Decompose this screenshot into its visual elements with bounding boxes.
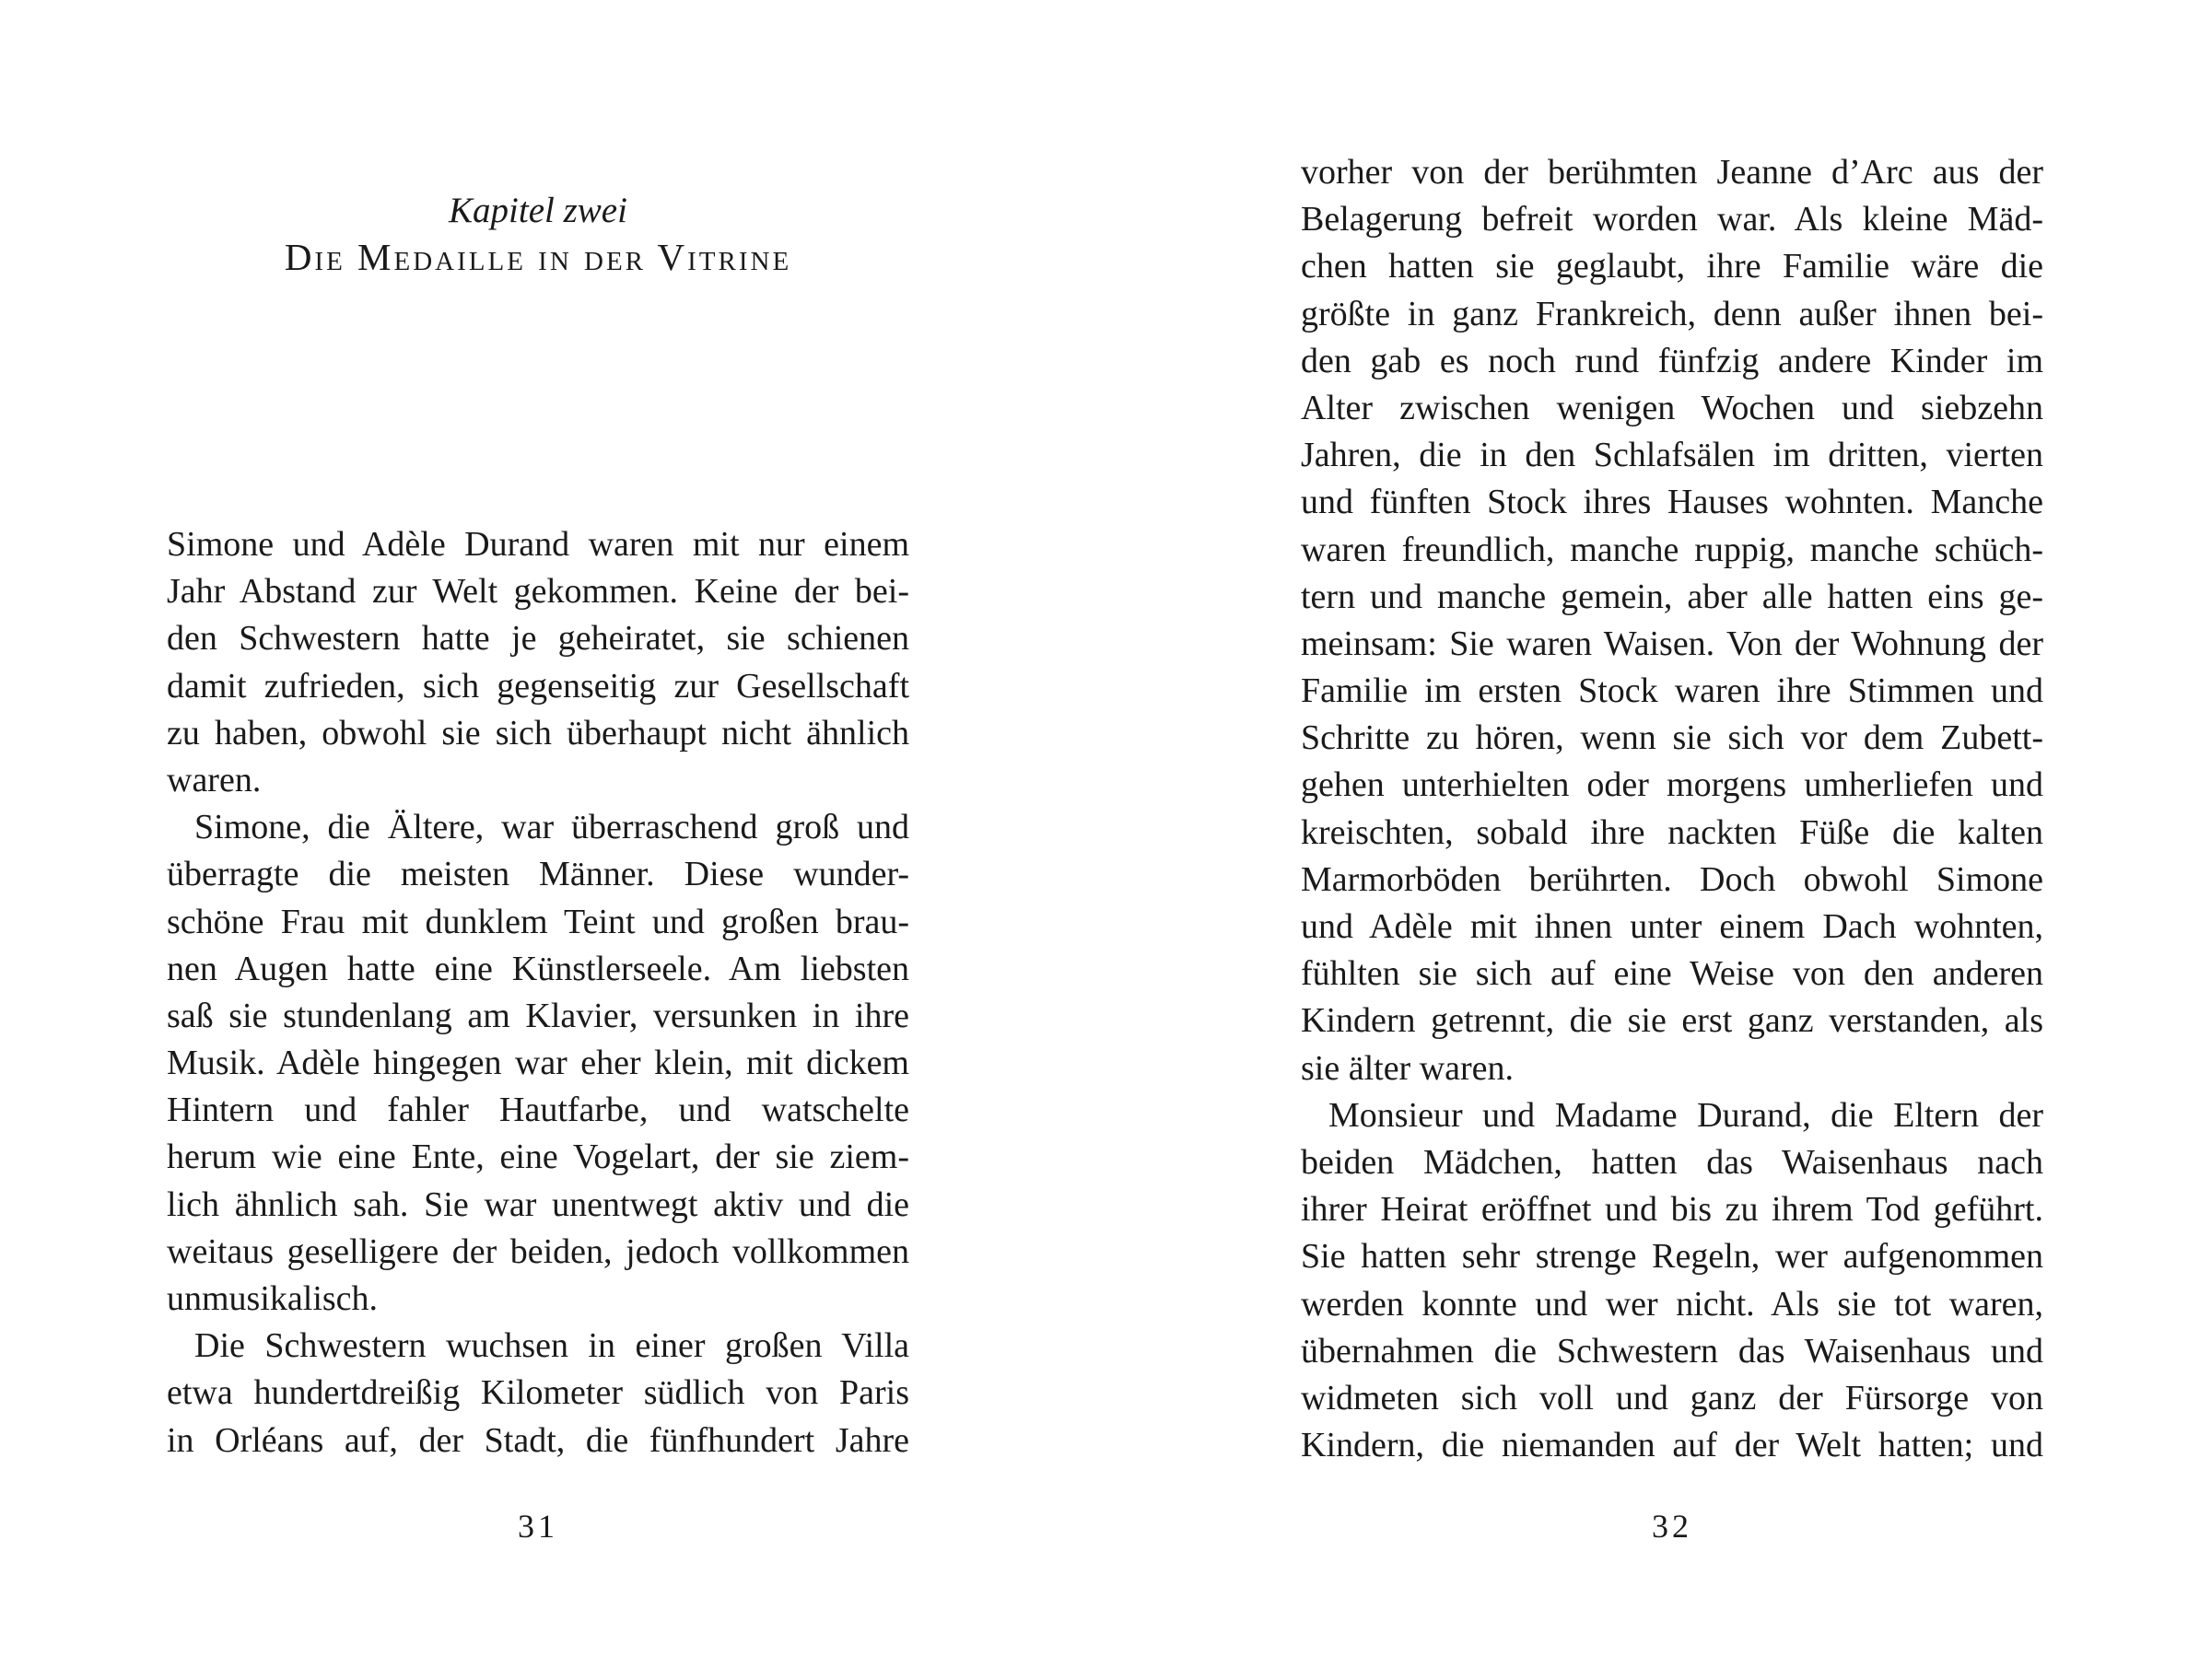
text-line: beiden Mädchen, hatten das Waisenhaus nach [1301,1142,2043,1182]
text-line: Schritte zu hören, wenn sie sich vor dem Zubett- [1301,718,2043,758]
text-line: waren freundlich, manche ruppig, manche schüch- [1301,530,2043,569]
text-line: damit zufrieden, sich gegenseitig zur Gesellschaft [167,666,909,706]
text-line: Kindern getrennt, die sie erst ganz verstanden, als [1301,1001,2043,1041]
text-line: Jahr Abstand zur Welt gekommen. Keine der bei- [167,572,909,612]
text-line: größte in ganz Frankreich, denn außer ihnen bei- [1301,294,2043,333]
chapter-heading [167,189,909,281]
text-line: chen hatten sie geglaubt, ihre Familie wäre die [1301,247,2043,286]
chapter-title: Die Medaille in der Vitrine [284,236,792,278]
text-line: tern und manche gemein, aber alle hatten eins ge- [1301,577,2043,616]
text-line: den gab es noch rund fünfzig andere Kinder im [1301,341,2043,380]
text-line: Sie hatten sehr strenge Regeln, wer aufgenommen [1301,1237,2043,1277]
text-line: herum wie eine Ente, eine Vogelart, der sie ziem- [167,1138,909,1177]
text-line: werden konnte und wer nicht. Als sie tot waren, [1301,1284,2043,1324]
text-line: fühlten sie sich auf eine Weise von den anderen [1301,954,2043,994]
text-line: weitaus geselligere der beiden, jedoch vollkommen [167,1231,909,1271]
text-line: Hintern und fahler Hautfarbe, und watschelte [167,1091,909,1130]
text-line: Kindern, die niemanden auf der Welt hatten; und [1301,1426,2043,1465]
text-line: gehen unterhielten oder morgens umherliefen und [1301,765,2043,805]
text-line: nen Augen hatte eine Künstlerseele. Am liebsten [167,949,909,988]
text-line: Simone, die Ältere, war überraschend groß und [194,808,909,847]
text-line: Simone und Adèle Durand waren mit nur einem [167,525,909,564]
left-page-body [167,521,909,1464]
text-line: ihrer Heirat eröffnet und bis zu ihrem Tod geführt. [1301,1190,2043,1230]
page-number-left: 31 [518,1508,558,1545]
text-line: Familie im ersten Stock waren ihre Stimmen und [1301,671,2043,711]
text-line: meinsam: Sie waren Waisen. Von der Wohnung der [1301,624,2043,663]
text-line: waren. [167,760,262,799]
right-page-body [1301,149,2043,1469]
text-line: unmusikalisch. [167,1279,379,1318]
text-line: saß sie stundenlang am Klavier, versunken in ihre [167,996,909,1035]
text-line: sie älter waren. [1301,1048,1515,1088]
text-line: Musik. Adèle hingegen war eher klein, mit dickem [167,1044,909,1083]
text-line: Jahren, die in den Schlafsälen im dritten, vierten [1301,436,2043,475]
text-line: überragte die meisten Männer. Diese wunder- [167,855,909,894]
page-number-right: 32 [1652,1508,1692,1545]
text-line: kreischten, sobald ihre nackten Füße die kalten [1301,812,2043,852]
text-line: widmeten sich voll und ganz der Fürsorge von [1301,1378,2043,1418]
text-line: und Adèle mit ihnen unter einem Dach wohnten, [1301,907,2043,946]
text-line: etwa hundertdreißig Kilometer südlich von Paris [167,1373,909,1413]
text-line: zu haben, obwohl sie sich überhaupt nicht ähnlich [167,713,909,752]
text-line: Belagerung befreit worden war. Als kleine Mäd- [1301,200,2043,239]
text-line: schöne Frau mit dunklem Teint und großen brau- [167,902,909,941]
text-line: vorher von der berühmten Jeanne d’Arc aus der [1301,153,2043,192]
text-line: Marmorböden berührten. Doch obwohl Simone [1301,859,2043,899]
text-line: Alter zwischen wenigen Wochen und siebzehn [1301,388,2043,427]
text-line: und fünften Stock ihres Hauses wohnten. Manche [1301,483,2043,522]
text-line: lich ähnlich sah. Sie war unentwegt aktiv und die [167,1184,909,1224]
text-line: übernahmen die Schwestern das Waisenhaus und [1301,1331,2043,1371]
text-line: Monsieur und Madame Durand, die Eltern der [1328,1095,2043,1135]
text-line: den Schwestern hatte je geheiratet, sie schienen [167,619,909,659]
text-line: Die Schwestern wuchsen in einer großen Villa [194,1326,909,1366]
chapter-number: Kapitel zwei [449,191,627,230]
text-line: in Orléans auf, der Stadt, die fünfhundert Jahre [167,1420,909,1460]
